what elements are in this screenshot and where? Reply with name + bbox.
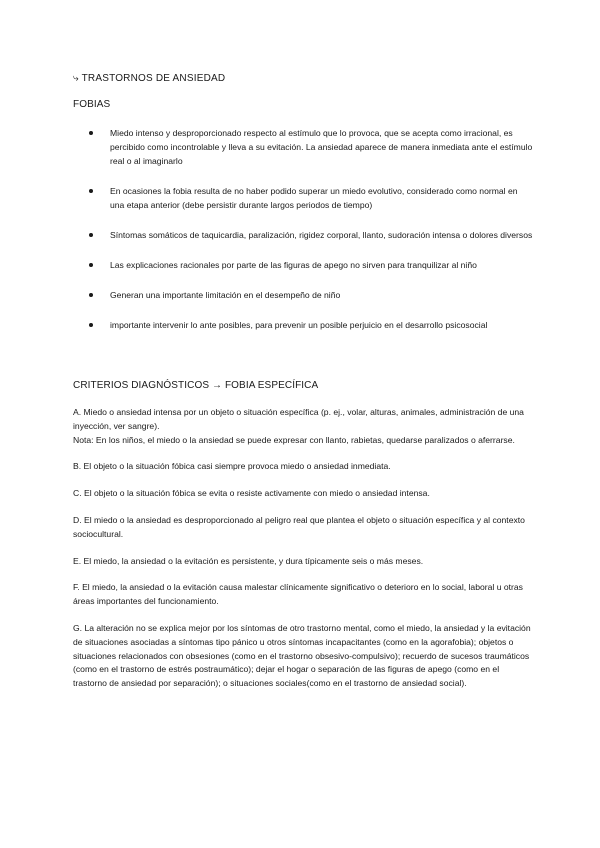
bullet-text: Las explicaciones racionales por parte de las figuras de apego no sirven para tranquilizar al niño (110, 260, 477, 270)
criteria-list (73, 406, 535, 704)
criterion-e: E. El miedo, la ansiedad o la evitación es persistente, y dura típicamente seis o más meses. (73, 555, 424, 566)
list-item (73, 258, 533, 272)
criterion-b: B. El objeto o la situación fóbica casi siempre provoca miedo o ansiedad inmediata. (73, 461, 391, 472)
bullet-icon (89, 323, 93, 327)
bullet-icon (89, 233, 93, 237)
bullet-text: Generan una importante limitación en el desempeño de niño (110, 290, 341, 300)
bullet-icon (89, 293, 93, 297)
criterion-a-text: A. Miedo o ansiedad intensa por un objeto o situación específica (p. ej., volar, alturas, animales, administración de una inyección, ver sangre). (73, 407, 524, 431)
list-item (73, 126, 533, 168)
criterion-a (73, 406, 535, 447)
fobias-bullet-list (73, 126, 533, 348)
criterion-d: D. El miedo o la ansiedad es desproporcionado al peligro real que plantea el objeto o situación específica y al contexto sociocultural. (73, 514, 525, 539)
bullet-text: En ocasiones la fobia resulta de no haber podido superar un miedo evolutivo, considerado como normal en una etapa anterior (debe persistir durante largos periodos de tiempo) (110, 186, 518, 210)
criterion-c: C. El objeto o la situación fóbica se evita o resiste activamente con miedo o ansiedad intensa. (73, 488, 430, 499)
document-title: ⤷ TRASTORNOS DE ANSIEDAD (73, 73, 226, 84)
bullet-text: Miedo intenso y desproporcionado respecto al estímulo que lo provoca, que se acepta como irracional, es percibido como incontrolable y lleva a su evitación. La ansiedad aparece de manera inmediata ante el estímulo real o al imaginarlo (110, 128, 533, 166)
list-item (73, 318, 533, 332)
list-item (73, 184, 533, 212)
bullet-icon (89, 131, 93, 135)
bullet-text: Síntomas somáticos de taquicardia, paralización, rigidez corporal, llanto, sudoración intensa o dolores diversos (110, 230, 533, 240)
criteria-heading: CRITERIOS DIAGNÓSTICOS → FOBIA ESPECÍFICA (73, 380, 319, 391)
bullet-text: importante intervenir lo ante posibles, para prevenir un posible perjuicio en el desarrollo psicosocial (110, 320, 488, 330)
fobias-heading: FOBIAS (73, 99, 111, 110)
list-item (73, 228, 533, 242)
list-item (73, 288, 533, 302)
criterion-g: G. La alteración no se explica mejor por los síntomas de otro trastorno mental, como el miedo, la ansiedad y la evitación de situaciones asociadas a síntomas tipo pánico u otros síntomas incapacitantes (como en la agorafobia); objetos o situaciones relacionados con obsesiones (como en el trastorno obsesivo-compulsivo); recuerdo de sucesos traumáticos (como en el trastorno de estrés postraumático); dejar el hogar o separación de las figuras de apego (como en el trastorno de ansiedad por separación); o situaciones sociales(como en el trastorno de ansiedad social). (73, 622, 531, 689)
bullet-icon (89, 263, 93, 267)
bullet-icon (89, 189, 93, 193)
criterion-f: F. El miedo, la ansiedad o la evitación causa malestar clínicamente significativo o deterioro en lo social, laboral u otras áreas importantes del funcionamiento. (73, 582, 523, 607)
criterion-a-note: Nota: En los niños, el miedo o la ansiedad se puede expresar con llanto, rabietas, quedarse paralizados o aferrarse. (73, 434, 515, 445)
